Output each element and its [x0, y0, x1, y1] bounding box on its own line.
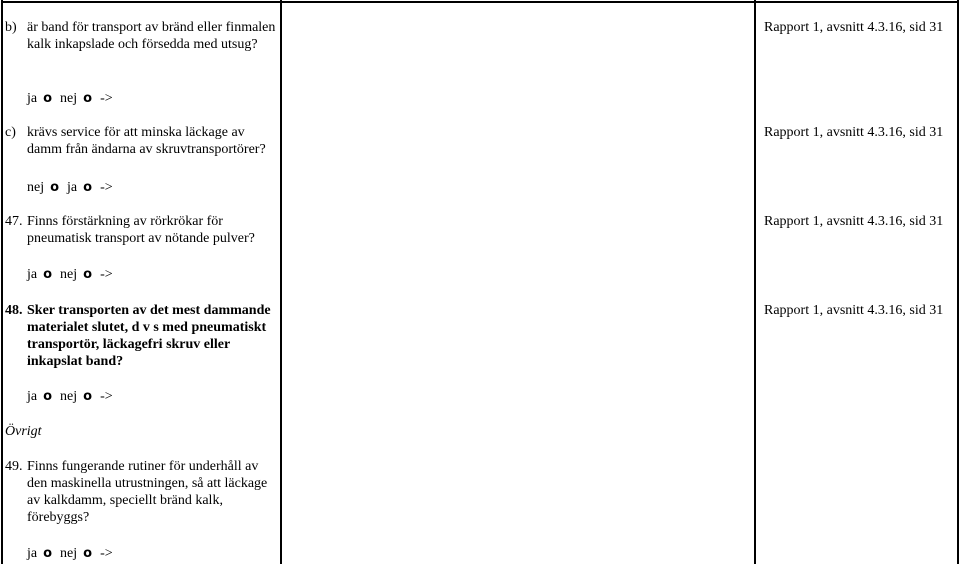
question-text: är band för transport av bränd eller finmalen kalk inkapslade och försedda med utsug? [27, 20, 276, 52]
answer-option-first: nej [27, 180, 45, 195]
answer-row-b [27, 90, 113, 107]
checkbox-circle[interactable]: o [43, 546, 53, 561]
reference-47: Rapport 1, avsnitt 4.3.16, sid 31 [764, 214, 944, 229]
answer-row-47 [27, 266, 113, 283]
question-label: 47. [5, 214, 23, 229]
arrow-icon: -> [100, 267, 113, 282]
table-border-left [1, 0, 3, 564]
answer-option-second: nej [60, 267, 78, 282]
reference-48: Rapport 1, avsnitt 4.3.16, sid 31 [764, 303, 944, 318]
question-text: Finns fungerande rutiner för underhåll av den maskinella utrustningen, så att läckage av kalkdamm, speciellt bränd kalk, förebyggs? [27, 459, 268, 525]
checkbox-circle[interactable]: o [83, 267, 93, 282]
checkbox-circle[interactable]: o [50, 180, 60, 195]
table-border-right [957, 0, 959, 564]
arrow-icon: -> [100, 91, 113, 106]
answer-row-48 [27, 388, 113, 405]
answer-option-first: ja [27, 91, 38, 106]
question-text: Sker transporten av det mest dammande materialet slutet, d v s med pneumatiskt transportör, läckagefri skruv eller inkapslat band? [27, 303, 271, 369]
table-divider-1 [280, 0, 282, 564]
reference-b: Rapport 1, avsnitt 4.3.16, sid 31 [764, 20, 944, 35]
checkbox-circle[interactable]: o [43, 91, 53, 106]
answer-option-first: ja [27, 389, 38, 404]
arrow-icon: -> [100, 389, 113, 404]
checkbox-circle[interactable]: o [83, 91, 93, 106]
arrow-icon: -> [100, 180, 113, 195]
question-text: Finns förstärkning av rörkrökar för pneumatisk transport av nötande pulver? [27, 214, 255, 246]
arrow-icon: -> [100, 546, 113, 561]
question-label: 49. [5, 459, 23, 474]
table-divider-2 [754, 0, 756, 564]
checkbox-circle[interactable]: o [43, 389, 53, 404]
answer-option-second: nej [60, 91, 78, 106]
checkbox-circle[interactable]: o [83, 546, 93, 561]
table-border-top [1, 1, 959, 3]
answer-option-second: nej [60, 389, 78, 404]
section-heading: Övrigt [5, 424, 42, 439]
checkbox-circle[interactable]: o [83, 180, 93, 195]
answer-row-49 [27, 545, 113, 562]
question-label: b) [5, 20, 17, 35]
answer-option-second: nej [60, 546, 78, 561]
question-label: c) [5, 125, 16, 140]
answer-option-first: ja [27, 546, 38, 561]
reference-c: Rapport 1, avsnitt 4.3.16, sid 31 [764, 125, 944, 140]
question-label: 48. [5, 303, 23, 318]
checkbox-circle[interactable]: o [83, 389, 93, 404]
answer-option-second: ja [67, 180, 78, 195]
checkbox-circle[interactable]: o [43, 267, 53, 282]
answer-row-c [27, 179, 113, 196]
answer-option-first: ja [27, 267, 38, 282]
question-text: krävs service för att minska läckage av damm från ändarna av skruvtransportörer? [27, 125, 266, 157]
